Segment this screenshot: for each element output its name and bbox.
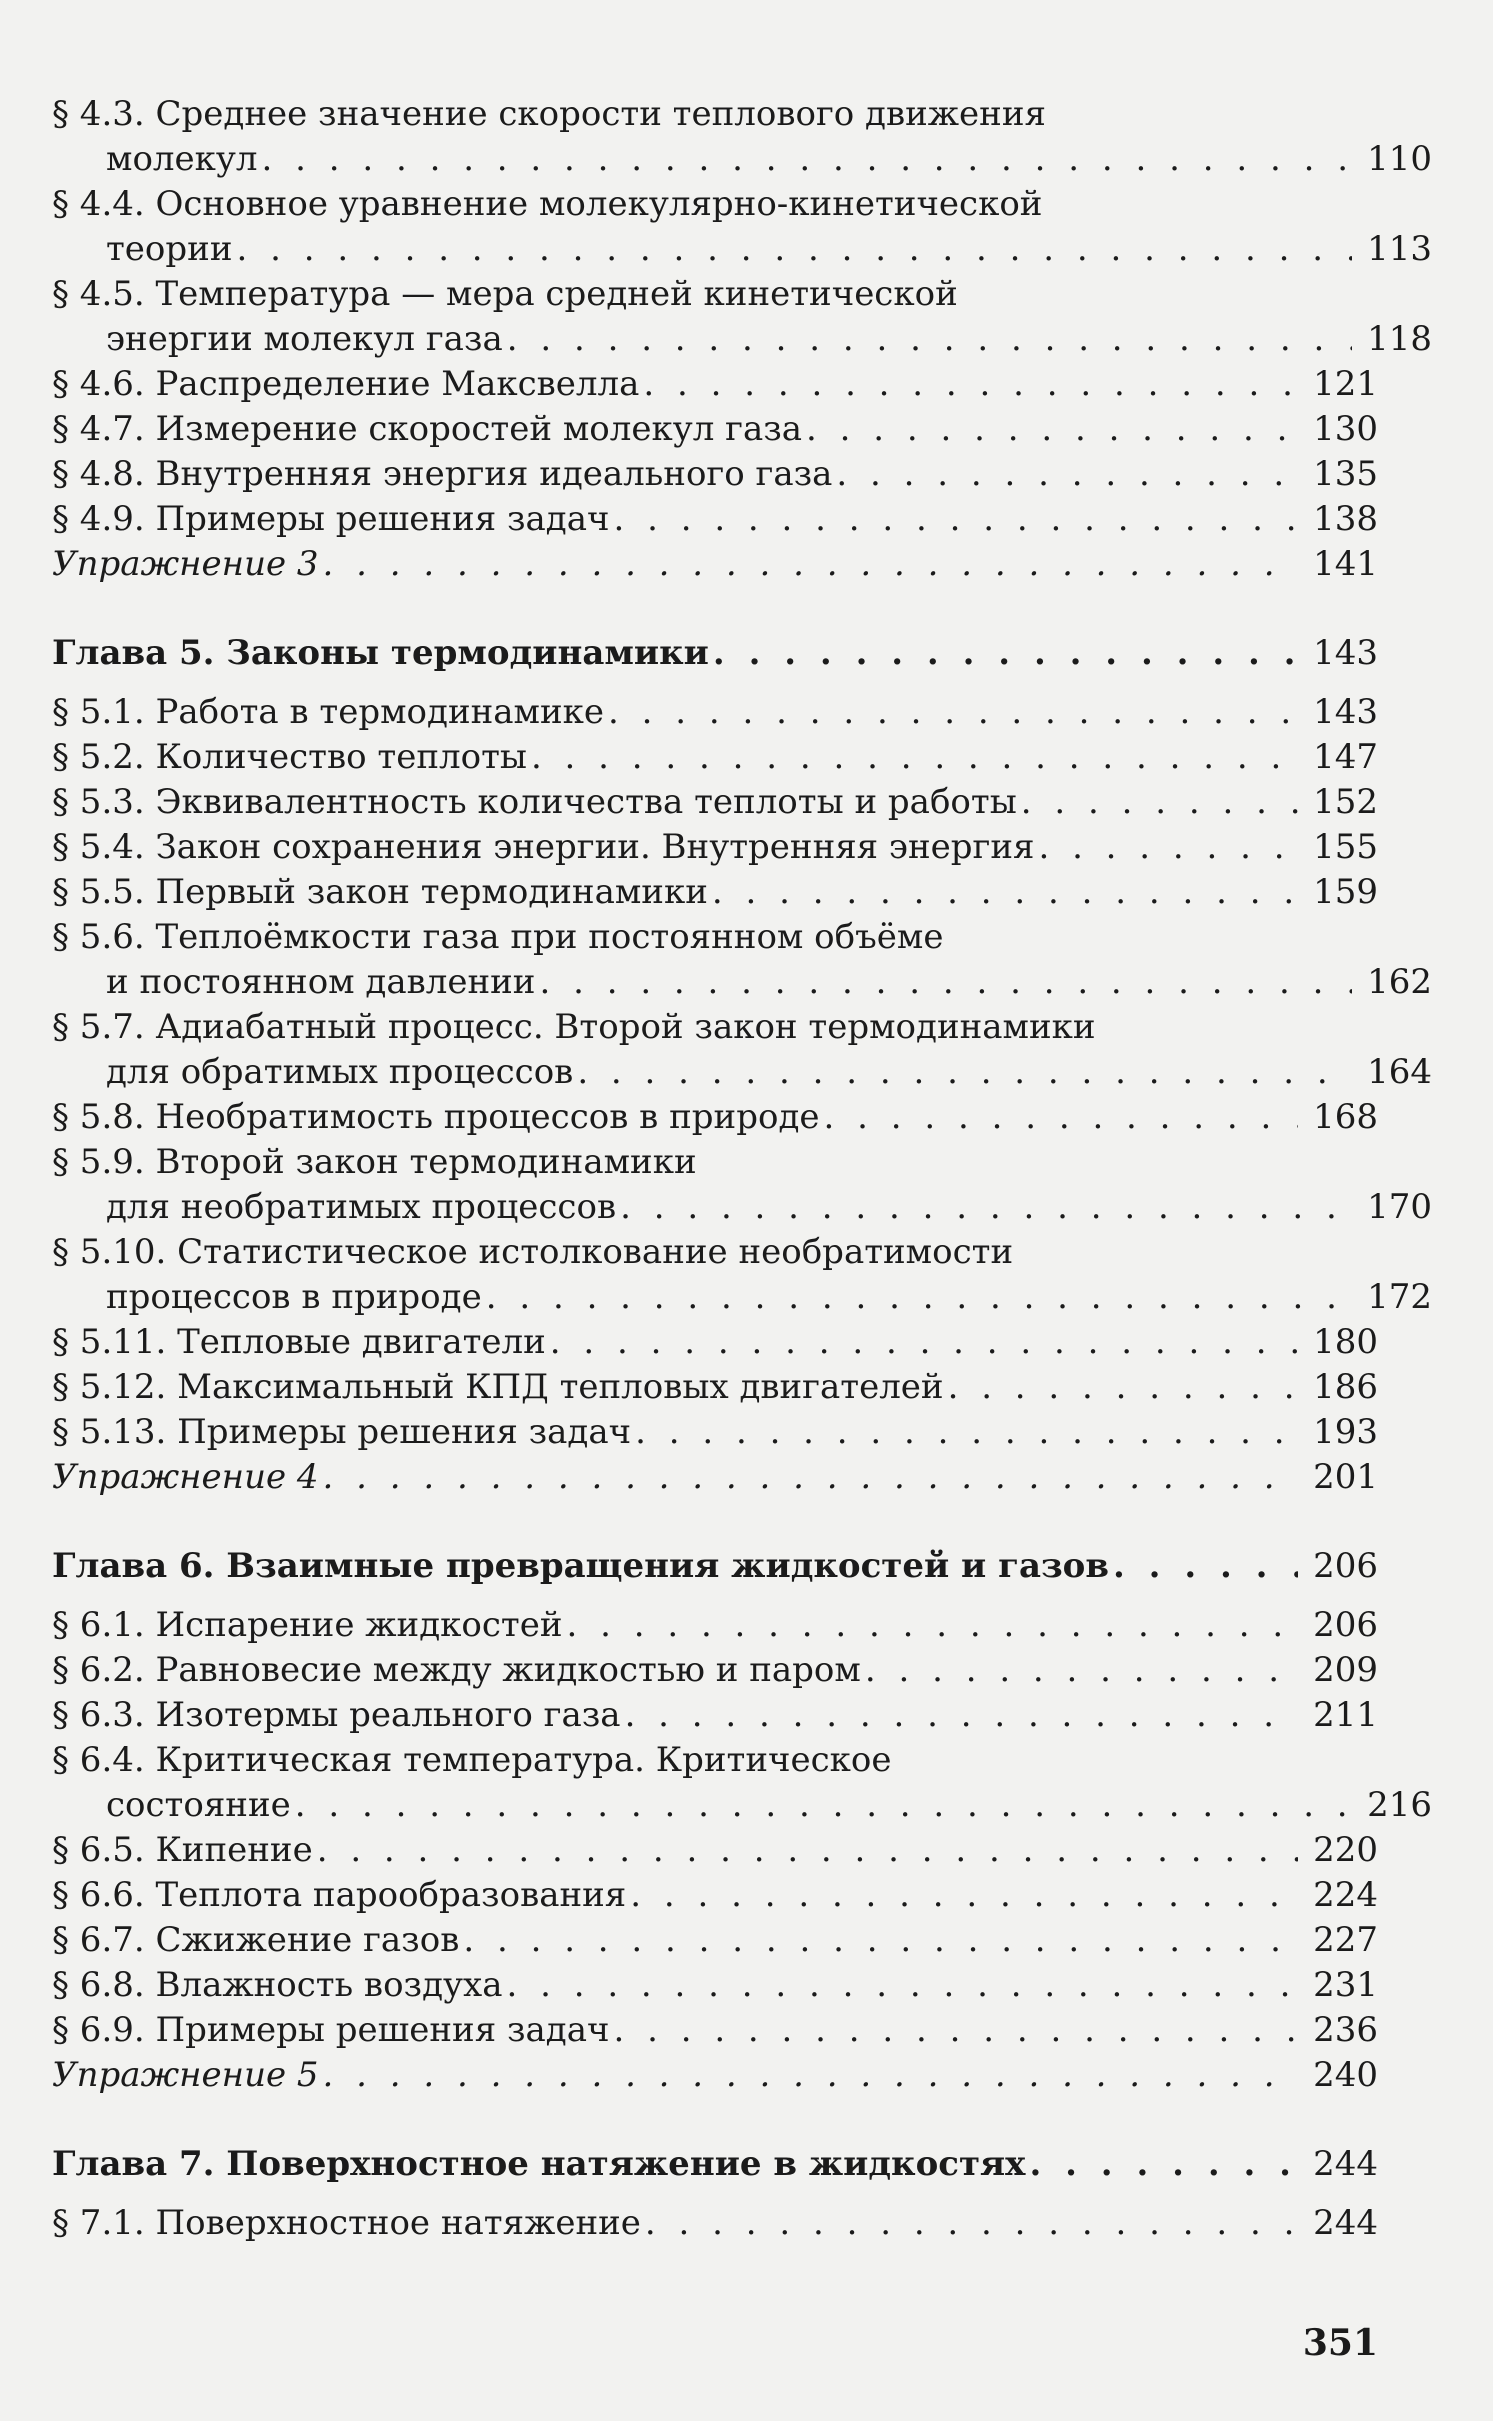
dot-leader (577, 1050, 1352, 1095)
dot-leader (323, 542, 1298, 587)
toc-section (52, 825, 1378, 870)
toc-entry-text: § 5.4. Закон сохранения энергии. Внутренняя энергия (52, 827, 1035, 867)
toc-page-number: 236 (1313, 2010, 1378, 2050)
toc-entry-title-continued (52, 317, 1432, 362)
toc-page-number: 211 (1313, 1695, 1378, 1735)
toc-entry-text: § 7.1. Поверхностное натяжение (52, 2203, 641, 2243)
toc-section (52, 272, 1432, 362)
toc-entry-title (52, 870, 1378, 915)
toc-entry-title (52, 92, 1378, 137)
toc-entry-title (52, 2053, 1378, 2098)
toc-entry-text: процессов в природе (106, 1277, 482, 1317)
toc-entry-title (52, 1918, 1378, 1963)
dot-leader (1038, 825, 1298, 870)
dot-leader (550, 1320, 1298, 1365)
toc-entry-title-continued (52, 137, 1432, 182)
toc-entry-title (52, 1095, 1378, 1140)
toc-entry-text: теории (106, 229, 233, 269)
toc-entry-text: Глава 5. Законы термодинамики (52, 633, 709, 673)
toc-exercise (52, 2053, 1378, 2098)
toc-section (52, 2008, 1378, 2053)
dot-leader (323, 2053, 1298, 2098)
toc-section (52, 1230, 1432, 1320)
toc-page-number: 231 (1313, 1965, 1378, 2005)
toc-section (52, 1828, 1378, 1873)
dot-leader (295, 1783, 1352, 1828)
toc-entry-title (52, 825, 1378, 870)
toc-page-number: 206 (1313, 1605, 1378, 1645)
toc-entry-title (52, 915, 1378, 960)
toc-entry-title (52, 497, 1378, 542)
toc-section (52, 182, 1432, 272)
dot-leader (323, 1455, 1298, 1500)
toc-entry-text: Упражнение 4 (52, 1457, 319, 1497)
toc-page-number: 143 (1313, 692, 1378, 732)
toc-page-number: 224 (1313, 1875, 1378, 1915)
dot-leader (713, 631, 1298, 676)
toc-entry-title-continued (52, 1783, 1432, 1828)
toc-section (52, 915, 1432, 1005)
toc-section (52, 1410, 1378, 1455)
toc-section (52, 407, 1378, 452)
toc-entry-title (52, 1455, 1378, 1500)
toc-entry-text: § 5.8. Необратимость процессов в природе (52, 1097, 820, 1137)
toc-entry-title (52, 1005, 1378, 1050)
toc-page-number: 186 (1313, 1367, 1378, 1407)
toc-entry-text: Глава 7. Поверхностное натяжение в жидкостях (52, 2144, 1026, 2184)
toc-page-number: 155 (1313, 827, 1378, 867)
dot-leader (620, 1185, 1352, 1230)
toc-entry-title (52, 1648, 1378, 1693)
toc-page-number: 201 (1313, 1457, 1378, 1497)
dot-leader (539, 960, 1352, 1005)
dot-leader (1021, 780, 1298, 825)
dot-leader (613, 2008, 1298, 2053)
toc-entry-title (52, 1963, 1378, 2008)
toc-section (52, 690, 1378, 735)
dot-leader (948, 1365, 1298, 1410)
dot-leader (643, 362, 1298, 407)
toc-page-number: 147 (1313, 737, 1378, 777)
toc-entry-title (52, 1738, 1378, 1783)
toc-entry-title-continued (52, 960, 1432, 1005)
dot-leader (1029, 2142, 1298, 2187)
dot-leader (608, 690, 1298, 735)
toc-entry-text: § 6.8. Влажность воздуха (52, 1965, 503, 2005)
toc-entry-title (52, 542, 1378, 587)
toc-entry-title (52, 1410, 1378, 1455)
toc-entry-text: § 4.4. Основное уравнение молекулярно-кинетической (52, 184, 1043, 224)
toc-entry-text: § 5.11. Тепловые двигатели (52, 1322, 546, 1362)
toc-section (52, 92, 1432, 182)
toc-entry-title (52, 1544, 1378, 1589)
toc-entry-text: Упражнение 5 (52, 2055, 319, 2095)
toc-page-number: 168 (1313, 1097, 1378, 1137)
toc-page-number: 162 (1367, 962, 1432, 1002)
toc-entry-title-continued (52, 1185, 1432, 1230)
dot-leader (507, 317, 1352, 362)
toc-entry-text: § 5.2. Количество теплоты (52, 737, 527, 777)
toc-section (52, 1693, 1378, 1738)
toc-section (52, 452, 1378, 497)
toc-entry-title (52, 2142, 1378, 2187)
toc-entry-title (52, 272, 1378, 317)
toc-section (52, 1648, 1378, 1693)
toc-entry-text: § 5.9. Второй закон термодинамики (52, 1142, 697, 1182)
toc-entry-text: § 5.5. Первый закон термодинамики (52, 872, 708, 912)
toc-entry-text: § 4.9. Примеры решения задач (52, 499, 610, 539)
dot-leader (824, 1095, 1298, 1140)
toc-section (52, 780, 1378, 825)
dot-leader (486, 1275, 1352, 1320)
toc-entry-text: § 6.5. Кипение (52, 1830, 313, 1870)
toc-entry-text: Глава 6. Взаимные превращения жидкостей и газов (52, 1546, 1109, 1586)
toc-exercise (52, 1455, 1378, 1500)
table-of-contents (52, 92, 1432, 2246)
toc-section (52, 1963, 1378, 2008)
dot-leader (237, 227, 1353, 272)
toc-page-number: 170 (1367, 1187, 1432, 1227)
toc-entry-text: Упражнение 3 (52, 544, 319, 584)
toc-chapter (52, 631, 1378, 676)
toc-entry-text: состояние (106, 1785, 291, 1825)
toc-entry-title (52, 407, 1378, 452)
dot-leader (635, 1410, 1298, 1455)
toc-section (52, 1095, 1378, 1140)
toc-section (52, 1918, 1378, 1963)
dot-leader (613, 497, 1298, 542)
toc-entry-title (52, 1320, 1378, 1365)
toc-page-number: 244 (1313, 2203, 1378, 2243)
toc-entry-text: § 5.13. Примеры решения задач (52, 1412, 632, 1452)
toc-entry-text: § 4.8. Внутренняя энергия идеального газа (52, 454, 833, 494)
toc-entry-title (52, 631, 1378, 676)
toc-section (52, 1738, 1432, 1828)
page-number: 351 (1302, 2322, 1378, 2364)
toc-page-number: 118 (1367, 319, 1432, 359)
toc-section (52, 362, 1378, 407)
toc-section (52, 1365, 1378, 1410)
dot-leader (806, 407, 1298, 452)
toc-section (52, 2201, 1378, 2246)
dot-leader (566, 1603, 1298, 1648)
toc-page-number: 159 (1313, 872, 1378, 912)
toc-entry-title-continued (52, 1050, 1432, 1095)
toc-entry-title (52, 1603, 1378, 1648)
toc-entry-text: § 6.6. Теплота парообразования (52, 1875, 627, 1915)
dot-leader (836, 452, 1298, 497)
dot-leader (1113, 1544, 1298, 1589)
dot-leader (865, 1648, 1298, 1693)
toc-entry-text: § 6.2. Равновесие между жидкостью и паром (52, 1650, 861, 1690)
toc-entry-title (52, 780, 1378, 825)
toc-page-number: 220 (1313, 1830, 1378, 1870)
dot-leader (625, 1693, 1298, 1738)
toc-entry-text: для обратимых процессов (106, 1052, 574, 1092)
toc-page-number: 206 (1313, 1546, 1378, 1586)
toc-entry-title (52, 735, 1378, 780)
toc-section (52, 1320, 1378, 1365)
toc-entry-title-continued (52, 227, 1432, 272)
toc-entry-title (52, 362, 1378, 407)
toc-entry-title (52, 1365, 1378, 1410)
toc-entry-text: § 5.12. Максимальный КПД тепловых двигателей (52, 1367, 944, 1407)
toc-section (52, 497, 1378, 542)
toc-entry-title (52, 690, 1378, 735)
toc-entry-text: § 4.5. Температура — мера средней кинетической (52, 274, 958, 314)
toc-page-number: 141 (1313, 544, 1378, 584)
toc-entry-title (52, 2008, 1378, 2053)
toc-exercise (52, 542, 1378, 587)
toc-entry-title-continued (52, 1275, 1432, 1320)
toc-section (52, 1603, 1378, 1648)
toc-entry-text: § 4.7. Измерение скоростей молекул газа (52, 409, 803, 449)
dot-leader (645, 2201, 1298, 2246)
toc-page-number: 113 (1367, 229, 1432, 269)
toc-entry-text: § 5.10. Статистическое истолкование необратимости (52, 1232, 1014, 1272)
toc-entry-text: молекул (106, 139, 258, 179)
toc-entry-text: и постоянном давлении (106, 962, 536, 1002)
toc-section (52, 1140, 1432, 1230)
toc-entry-text: для необратимых процессов (106, 1187, 617, 1227)
toc-entry-text: § 5.3. Эквивалентность количества теплоты и работы (52, 782, 1017, 822)
toc-entry-text: § 6.3. Изотермы реального газа (52, 1695, 621, 1735)
toc-page-number: 138 (1313, 499, 1378, 539)
dot-leader (531, 735, 1298, 780)
toc-entry-title (52, 2201, 1378, 2246)
toc-entry-text: энергии молекул газа (106, 319, 503, 359)
toc-page-number: 227 (1313, 1920, 1378, 1960)
dot-leader (506, 1963, 1298, 2008)
toc-entry-text: § 6.4. Критическая температура. Критическое (52, 1740, 892, 1780)
toc-entry-text: § 5.6. Теплоёмкости газа при постоянном объёме (52, 917, 944, 957)
toc-entry-text: § 5.1. Работа в термодинамике (52, 692, 605, 732)
toc-page-number: 240 (1313, 2055, 1378, 2095)
toc-page-number: 130 (1313, 409, 1378, 449)
toc-page-number: 152 (1313, 782, 1378, 822)
toc-entry-text: § 4.3. Среднее значение скорости теплового движения (52, 94, 1046, 134)
toc-page-number: 244 (1313, 2144, 1378, 2184)
toc-entry-text: § 4.6. Распределение Максвелла (52, 364, 640, 404)
toc-entry-title (52, 1873, 1378, 1918)
dot-leader (630, 1873, 1298, 1918)
toc-chapter (52, 2142, 1378, 2187)
toc-entry-text: § 6.7. Сжижение газов (52, 1920, 460, 1960)
toc-entry-text: § 6.9. Примеры решения задач (52, 2010, 610, 2050)
toc-section (52, 735, 1378, 780)
toc-entry-title (52, 1693, 1378, 1738)
toc-entry-title (52, 452, 1378, 497)
toc-chapter (52, 1544, 1378, 1589)
toc-entry-title (52, 1230, 1378, 1275)
toc-section (52, 1873, 1378, 1918)
toc-page-number: 143 (1313, 633, 1378, 673)
toc-section (52, 870, 1378, 915)
toc-page-number: 121 (1313, 364, 1378, 404)
dot-leader (262, 137, 1353, 182)
toc-entry-title (52, 1828, 1378, 1873)
toc-page-number: 110 (1367, 139, 1432, 179)
toc-page-number: 193 (1313, 1412, 1378, 1452)
toc-entry-text: § 6.1. Испарение жидкостей (52, 1605, 563, 1645)
dot-leader (712, 870, 1298, 915)
toc-entry-text: § 5.7. Адиабатный процесс. Второй закон термодинамики (52, 1007, 1096, 1047)
toc-page-number: 180 (1313, 1322, 1378, 1362)
dot-leader (463, 1918, 1298, 1963)
toc-entry-title (52, 1140, 1378, 1185)
toc-section (52, 1005, 1432, 1095)
toc-page-number: 216 (1367, 1785, 1432, 1825)
toc-page-number: 172 (1367, 1277, 1432, 1317)
toc-page-number: 209 (1313, 1650, 1378, 1690)
toc-page-number: 135 (1313, 454, 1378, 494)
toc-entry-title (52, 182, 1378, 227)
toc-page-number: 164 (1367, 1052, 1432, 1092)
dot-leader (317, 1828, 1298, 1873)
